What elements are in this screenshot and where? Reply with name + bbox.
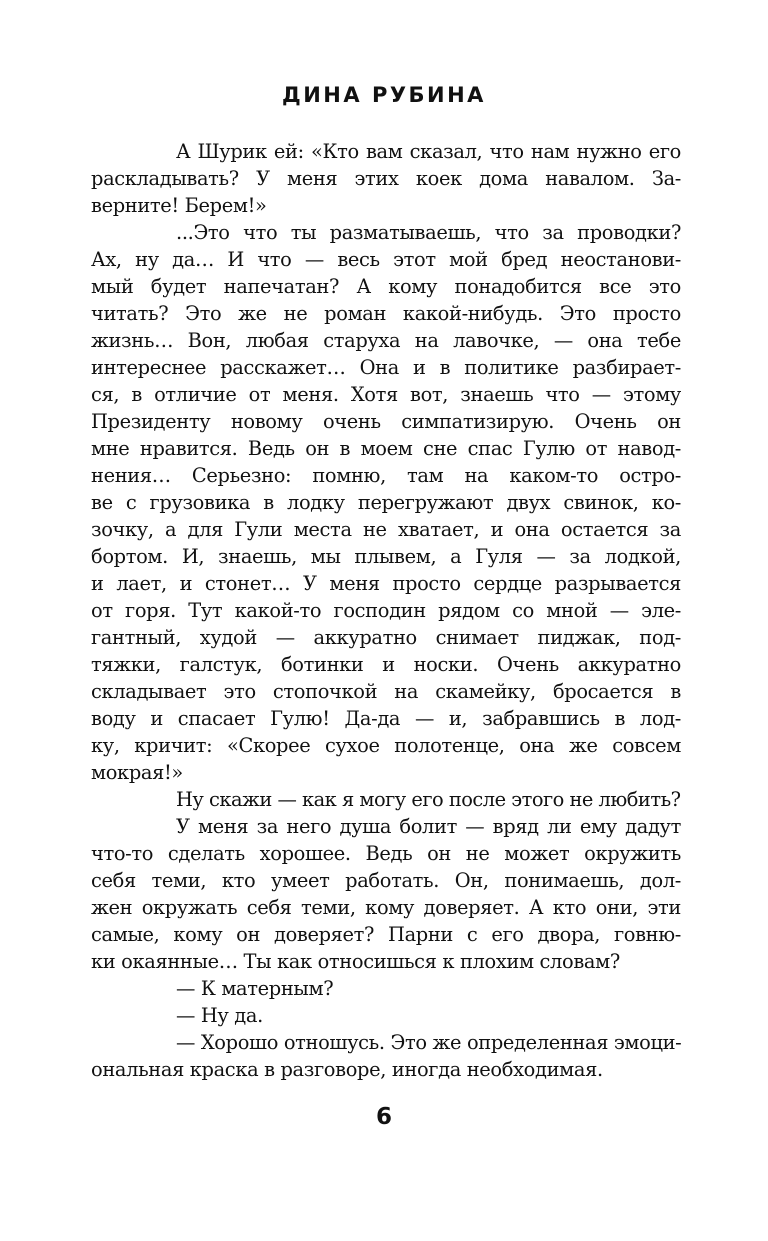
page-number: 6: [375, 1104, 392, 1130]
body-text: [91, 138, 681, 1083]
text-line: и лает, и стонет… У меня просто сердце разрывается: [91, 572, 681, 595]
text-line: ся, в отличие от меня. Хотя вот, знаешь что — этому: [91, 383, 681, 406]
text-line: интереснее расскажет… Она и в политике разбирает-: [91, 356, 681, 379]
text-line: нения… Серьезно: помню, там на каком-то остро-: [91, 464, 681, 487]
text-line: себя теми, кто умеет работать. Он, понимаешь, дол-: [91, 869, 681, 892]
text-line: мне нравится. Ведь он в моем сне спас Гулю от навод-: [91, 437, 681, 460]
text-line: Президенту новому очень симпатизирую. Очень он: [91, 410, 681, 433]
text-line: бортом. И, знаешь, мы плывем, а Гуля — за лодкой,: [91, 545, 681, 568]
text-line: Ах, ну да… И что — весь этот мой бред неостанови-: [91, 248, 681, 271]
text-line: мый будет напечатан? А кому понадобится все это: [91, 275, 681, 298]
text-line: от горя. Тут какой-то господин рядом со мной — эле-: [91, 599, 681, 622]
text-line: А Шурик ей: «Кто вам сказал, что нам нужно его: [176, 140, 681, 163]
text-line: гантный, худой — аккуратно снимает пиджак, под-: [91, 626, 681, 649]
text-line: ве с грузовика в лодку перегружают двух свинок, ко-: [91, 491, 681, 514]
text-line: складывает это стопочкой на скамейку, бросается в: [91, 680, 681, 703]
text-line: жизнь… Вон, любая старуха на лавочке, — она тебе: [91, 329, 681, 352]
text-line: Ну скажи — как я могу его после этого не любить?: [176, 788, 681, 811]
text-line: воду и спасает Гулю! Да-да — и, забравшись в лод-: [91, 707, 681, 730]
text-line: зочку, а для Гули места не хватает, и она остается за: [91, 518, 681, 541]
text-line: мокрая!»: [91, 761, 183, 784]
text-line: — Ну да.: [176, 1004, 263, 1027]
text-line: жен окружать себя теми, кому доверяет. А кто они, эти: [91, 896, 681, 919]
text-line: ...Это что ты разматываешь, что за проводки?: [176, 221, 681, 244]
text-line: ональная краска в разговоре, иногда необходимая.: [91, 1058, 603, 1081]
running-head-author: ДИНА РУБИНА: [282, 83, 486, 107]
text-line: самые, кому он доверяет? Парни с его двора, говню-: [91, 923, 681, 946]
text-line: что-то сделать хорошее. Ведь он не может окружить: [91, 842, 681, 865]
text-line: тяжки, галстук, ботинки и носки. Очень аккуратно: [91, 653, 681, 676]
text-line: — К матерным?: [176, 977, 334, 1000]
text-line: раскладывать? У меня этих коек дома навалом. За-: [91, 167, 681, 190]
text-line: ку, кричит: «Скорее сухое полотенце, она же совсем: [91, 734, 681, 757]
text-line: У меня за него душа болит — вряд ли ему дадут: [176, 815, 681, 838]
text-line: ки окаянные… Ты как относишься к плохим словам?: [91, 950, 620, 973]
text-line: читать? Это же не роман какой-нибудь. Это просто: [91, 302, 681, 325]
text-line: — Хорошо отношусь. Это же определенная эмоци-: [176, 1031, 681, 1054]
text-line: верните! Берем!»: [91, 194, 267, 217]
